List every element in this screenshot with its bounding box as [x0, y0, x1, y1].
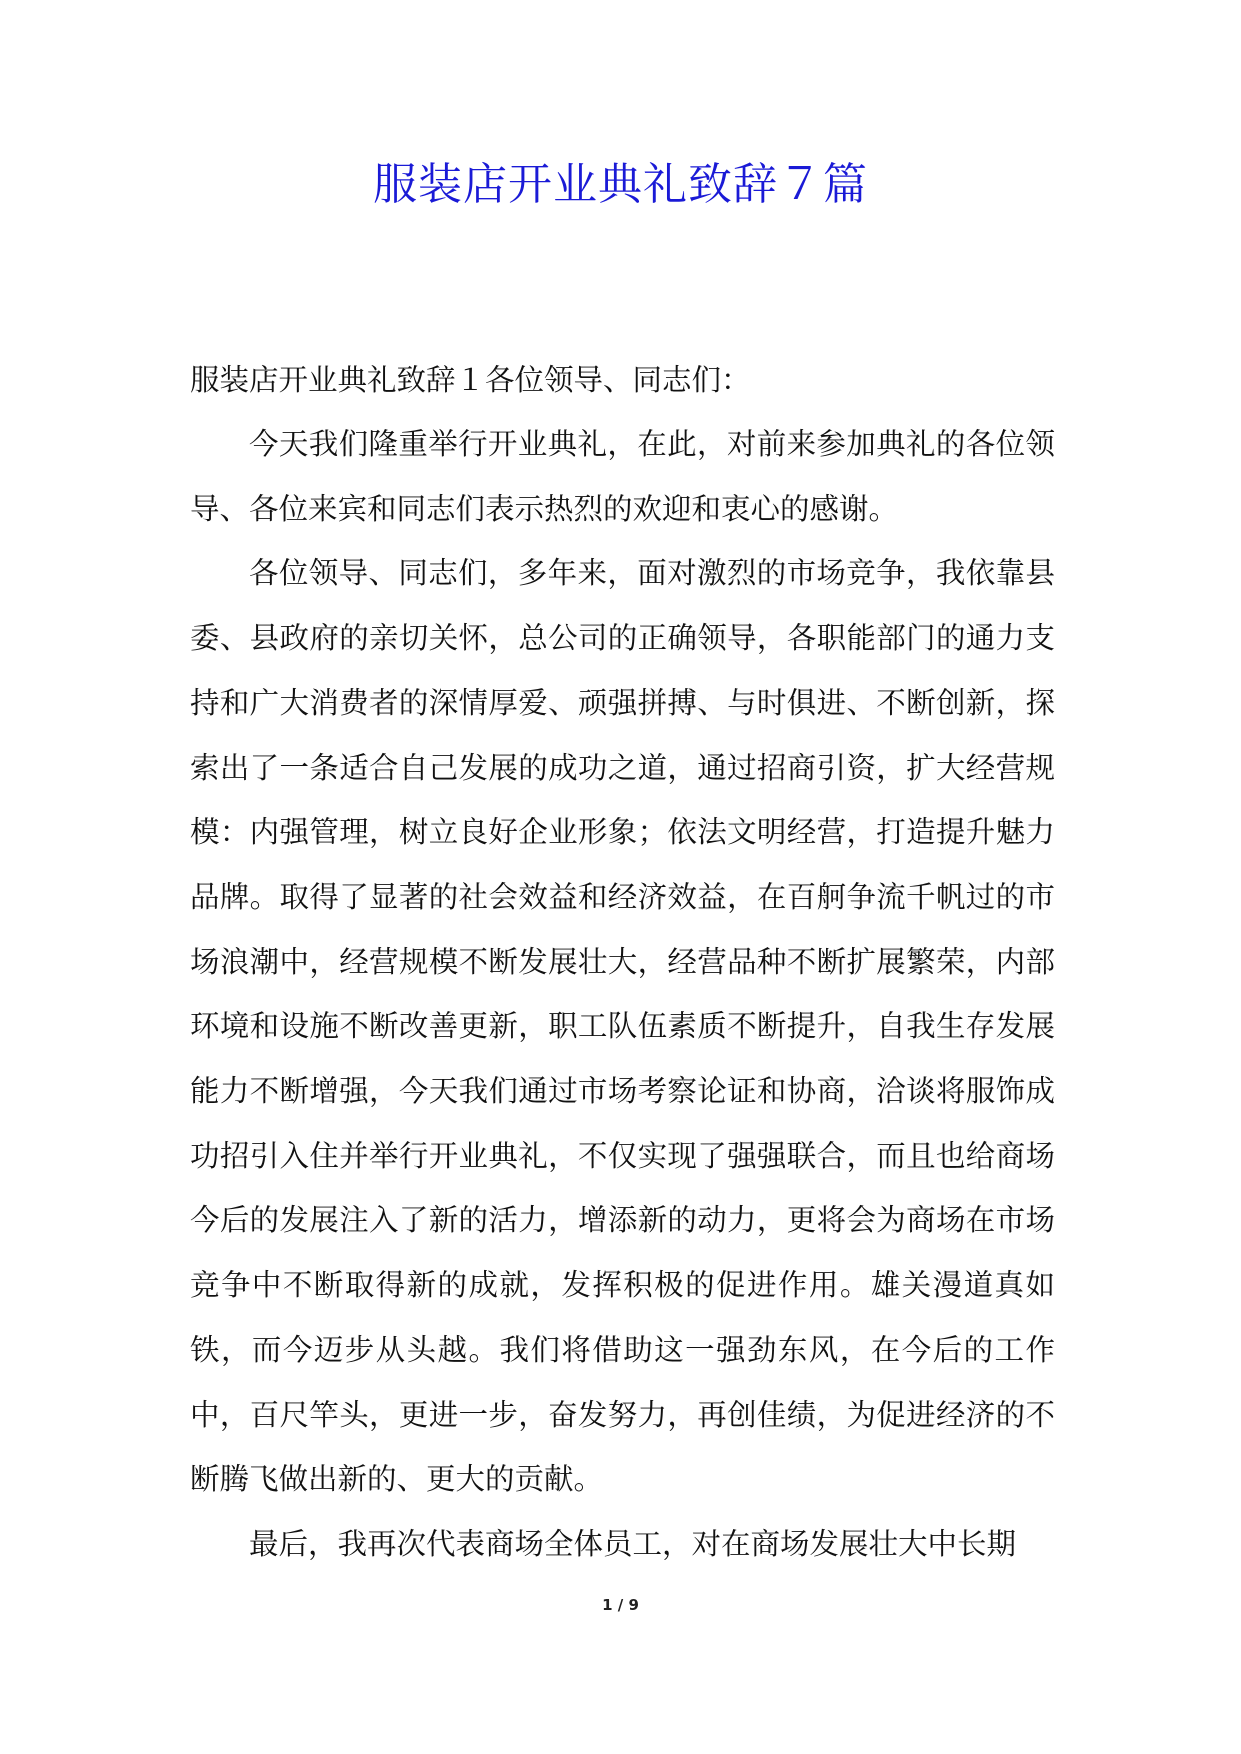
document-title: 服装店开业典礼致辞７篇 — [373, 159, 868, 210]
paragraph-opening: 服装店开业典礼致辞１各位领导、同志们： — [190, 363, 751, 397]
paragraph-closing: 最后，我再次代表商场全体员工，对在商场发展壮大中长期 — [249, 1526, 1017, 1561]
page-number: 1 / 9 — [602, 1596, 639, 1614]
document-body — [190, 350, 1055, 1577]
paragraph-welcome: 今天我们隆重举行开业典礼，在此，对前来参加典礼的各位领导、各位来宾和同志们表示热烈的欢迎和衷心的感谢。 — [190, 427, 1055, 526]
paragraph-main: 各位领导、同志们，多年来，面对激烈的市场竞争，我依靠县委、县政府的亲切关怀，总公司的正确领导，各职能部门的通力支持和广大消费者的深情厚爱、顽强拼搏、与时俱进、不断创新，探索出了一条适合自己发展的成功之道，通过招商引资，扩大经营规模：内强管理，树立良好企业形象；依法文明经营，打造提升魅力品牌。取得了显著的社会效益和经济效益，在百舸争流千帆过的市场浪潮中，经营规模不断发展壮大，经营品种不断扩展繁荣，内部环境和设施不断改善更新，职工队伍素质不断提升，自我生存发展能力不断增强，今天我们通过市场考察论证和协商，洽谈将服饰成功招引入住并举行开业典礼，不仅实现了强强联合，而且也给商场今后的发展注入了新的活力，增添新的动力，更将会为商场在市场竞争中不断取得新的成就，发挥积极的促进作用。雄关漫道真如铁，而今迈步从头越。我们将借助这一强劲东风，在今后的工作中，百尺竿头，更进一步，奋发努力，再创佳绩，为促进经济的不断腾飞做出新的、更大的贡献。 — [190, 556, 1055, 1497]
